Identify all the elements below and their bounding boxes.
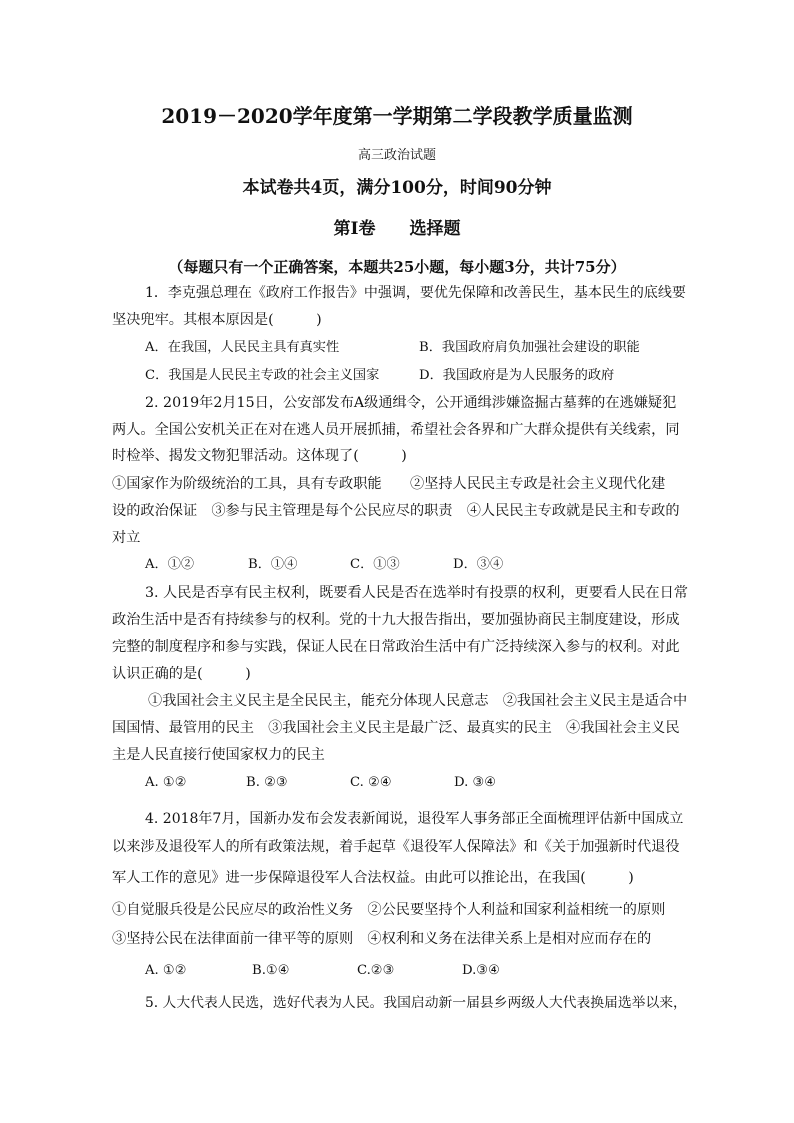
question-4-option-c: C.②③ (357, 963, 395, 978)
question-4-line-2: 以来涉及退役军人的所有政策法规，着手起草《退役军人保障法》和《关于加强新时代退役 (112, 839, 680, 855)
section-title: 第Ⅰ卷 选择题 (333, 219, 461, 239)
question-3-statement-line-1: ①我国社会主义民主是全民民主，能充分体现人民意志 ②我国社会主义民主是适合中 (148, 693, 688, 709)
question-3-option-a: A. ①② (145, 775, 187, 790)
question-2-line-2: 两人。全国公安机关正在对在逃人员开展抓捕，希望社会各界和广大群众提供有关线索，同 (112, 422, 680, 438)
question-2-statement-line-1: ①国家作为阶级统治的工具，具有专政职能 ②坚持人民民主专政是社会主义现代化建 (112, 476, 666, 492)
question-4-option-b: B.①④ (252, 963, 290, 978)
question-1-option-d: D．我国政府是为人民服务的政府 (419, 368, 615, 383)
question-1-option-b: B．我国政府肩负加强社会建设的职能 (419, 340, 640, 355)
question-3-line-3: 完整的制度程序和参与实践，保证人民在日常政治生活中有广泛持续深入参与的权利。对此 (112, 639, 680, 655)
question-4-line-3: 军人工作的意见》进一步保障退役军人合法权益。由此可以推论出，在我国( ) (112, 870, 634, 886)
question-3-option-c: C. ②④ (350, 775, 392, 790)
question-4-option-a: A. ①② (145, 963, 187, 978)
question-3-option-d: D. ③④ (454, 775, 497, 790)
question-2-option-a: A．①② (145, 557, 195, 572)
question-4-statement-line-2: ③坚持公民在法律面前一律平等的原则 ④权利和义务在法律关系上是相对应而存在的 (112, 931, 652, 947)
question-1-line-1: 1．李克强总理在《政府工作报告》中强调，要优先保障和改善民生，基本民生的底线要 (145, 285, 686, 301)
question-2-statement-line-3: 对立 (112, 530, 141, 546)
question-3-option-b: B. ②③ (246, 775, 288, 790)
question-2-line-1: 2. 2019年2月15日，公安部发布A级通缉令，公开通缉涉嫌盗掘古墓葬的在逃嫌疑犯 (145, 395, 677, 411)
exam-subtitle: 高三政治试题 (357, 148, 436, 163)
question-3-line-1: 3. 人民是否享有民主权利，既要看人民是否在选举时有投票的权利，更要看人民在日常 (145, 585, 688, 601)
question-2-option-d: D．③④ (453, 557, 504, 572)
question-2-option-b: B．①④ (248, 557, 298, 572)
question-1-option-a: A．在我国，人民民主具有真实性 (145, 340, 340, 355)
question-4-line-1: 4. 2018年7月，国新办发布会发表新闻说，退役军人事务部正全面梳理评估新中国成立 (145, 811, 684, 827)
question-2-statement-line-2: 设的政治保证 ③参与民主管理是每个公民应尽的职责 ④人民民主专政就是民主和专政的 (112, 503, 680, 519)
question-3-statement-line-2: 国国情、最管用的民主 ③我国社会主义民主是最广泛、最真实的民主 ④我国社会主义民 (112, 720, 680, 736)
question-1-line-2: 坚决兜牢。其根本原因是( ) (112, 312, 322, 328)
question-4-statement-line-1: ①自觉服兵役是公民应尽的政治性义务 ②公民要坚持个人利益和国家利益相统一的原则 (112, 902, 666, 918)
question-3-line-2: 政治生活中是否有持续参与的权利。党的十九大报告指出，要加强协商民主制度建设，形成 (112, 612, 680, 628)
question-3-statement-line-3: 主是人民直接行使国家权力的民主 (112, 747, 325, 763)
question-2-option-c: C．①③ (350, 557, 400, 572)
question-1-option-c: C．我国是人民民主专政的社会主义国家 (145, 368, 380, 383)
question-5-line-1: 5. 人大代表人民选，选好代表为人民。我国启动新一届县乡两级人大代表换届选举以来， (145, 995, 687, 1011)
exam-info: 本试卷共4页，满分100分，时间90分钟 (242, 178, 552, 198)
question-4-option-d: D.③④ (462, 963, 500, 978)
question-3-line-4: 认识正确的是( ) (112, 666, 251, 682)
question-2-line-3: 时检举、揭发文物犯罪活动。这体现了( ) (112, 448, 407, 464)
exam-title: 2019－2020学年度第一学期第二学段教学质量监测 (161, 104, 633, 128)
section-instructions: （每题只有一个正确答案，本题共25小题，每小题3分，共计75分） (168, 258, 626, 276)
